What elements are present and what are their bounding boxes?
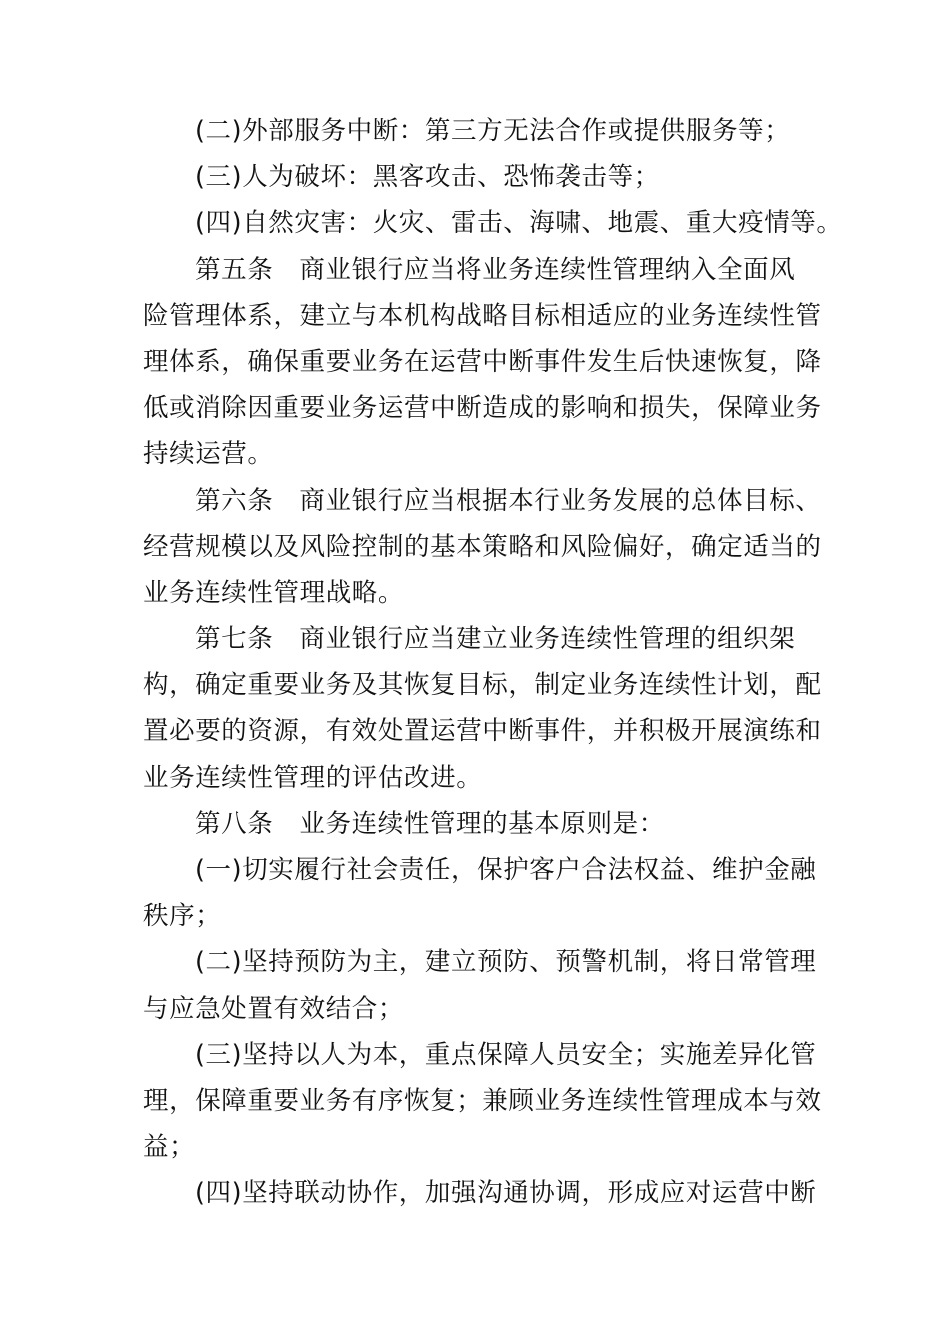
- text-line: (四)自然灾害：火灾、雷击、海啸、地震、重大疫情等。: [195, 208, 843, 239]
- text-line: (三)坚持以人为本，重点保障人员安全；实施差异化管: [195, 1039, 817, 1070]
- text-line: 构，确定重要业务及其恢复目标，制定业务连续性计划，配: [143, 670, 822, 701]
- text-line: (四)坚持联动协作，加强沟通协调，形成应对运营中断: [195, 1178, 817, 1209]
- text-line: 第六条 商业银行应当根据本行业务发展的总体目标、: [195, 485, 822, 516]
- text-line: 第五条 商业银行应当将业务连续性管理纳入全面风: [195, 254, 796, 285]
- text-line: (一)切实履行社会责任，保护客户合法权益、维护金融: [195, 855, 817, 885]
- text-line: 置必要的资源，有效处置运营中断事件，并积极开展演练和: [143, 716, 822, 747]
- text-line: 业务连续性管理的评估改进。: [143, 762, 483, 793]
- text-line: 理体系，确保重要业务在运营中断事件发生后快速恢复，降: [143, 346, 822, 377]
- text-line: 益；: [143, 1132, 196, 1163]
- text-line: 低或消除因重要业务运营中断造成的影响和损失，保障业务: [143, 393, 822, 424]
- text-line: (二)坚持预防为主，建立预防、预警机制，将日常管理: [195, 947, 817, 978]
- text-line: 第七条 商业银行应当建立业务连续性管理的组织架: [195, 624, 796, 655]
- text-line: 与应急处置有效结合；: [143, 993, 405, 1024]
- text-line: 险管理体系，建立与本机构战略目标相适应的业务连续性管: [143, 300, 822, 331]
- text-line: 业务连续性管理战略。: [143, 577, 405, 608]
- text-line: (三)人为破坏：黑客攻击、恐怖袭击等；: [195, 162, 660, 193]
- text-line: 秩序；: [143, 901, 222, 932]
- text-line: 第八条 业务连续性管理的基本原则是：: [195, 808, 665, 839]
- text-line: 持续运营。: [143, 439, 274, 470]
- text-line: (二)外部服务中断：第三方无法合作或提供服务等；: [195, 116, 791, 146]
- text-line: 经营规模以及风险控制的基本策略和风险偏好，确定适当的: [143, 531, 822, 562]
- document-body: [143, 108, 843, 1217]
- text-line: 理，保障重要业务有序恢复；兼顾业务连续性管理成本与效: [143, 1085, 822, 1116]
